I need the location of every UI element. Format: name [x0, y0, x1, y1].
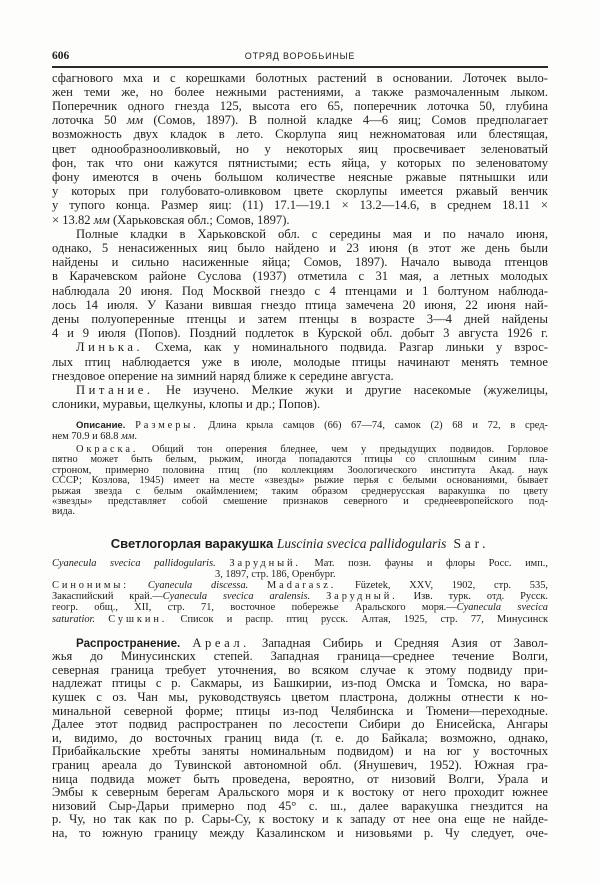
- spaced-text: Ареал.: [192, 635, 250, 650]
- description-line: [52, 431, 548, 443]
- body-text-line: [52, 142, 548, 157]
- text-segment: жья до Минусинских степей. Западная граница—среднее течение Волги,: [52, 649, 548, 664]
- body-text-line: [52, 127, 548, 142]
- text-segment: гнездовое оперение на зимний наряд ближе к середине августа.: [52, 368, 394, 383]
- text-segment: низовий Сыр-Дарьи примерно под 45° с. ш., далее варакушка гнездится на: [52, 798, 548, 813]
- text-segment: Поперечник одного гнезда 125, высота его 65, поперечник лоточка 50, глубина: [52, 98, 548, 113]
- italic-text: мм: [93, 212, 110, 227]
- body-text-line: [52, 298, 548, 313]
- text-segment: надлежат птицы с р. Сакмары, из Башкирии, из-под Омска и Томска, но вара-: [52, 676, 548, 691]
- text-segment: р. Чу, но так как по р. Сары-Су, к востоку и к западу от нее она еще не найде-: [52, 812, 548, 827]
- spaced-text: Сушкин.: [108, 613, 168, 625]
- body-text-line: [52, 170, 548, 185]
- text-segment: однако, 5 ненасиженных яиц было найдено и 23 июня (в этот же день были: [52, 240, 548, 255]
- body-text-line: [52, 99, 548, 114]
- text-segment: лось 14 июля. У Казани вившая гнездо птица замечена 20 июня, 22 июня най-: [52, 297, 548, 312]
- distribution-line: [52, 826, 548, 841]
- body-text-line: [52, 85, 548, 100]
- body-text-line: [52, 198, 548, 213]
- text-segment: у которых при голубовато-оливковом цвете скорлупы имеется ржавый венчик: [52, 184, 548, 199]
- body-text-line: [52, 113, 548, 128]
- body-text-line: [52, 241, 548, 256]
- text-segment: Общий тон оперения бледнее, чем у предыдущих подвидов. Горловое: [138, 444, 548, 455]
- italic-text: мм: [126, 113, 143, 128]
- italic-text: Cyanecula svecica: [456, 602, 548, 614]
- text-segment: [310, 591, 326, 602]
- spaced-text: Зарудный.: [229, 558, 301, 569]
- text-segment: Füzetek, XXV, 1902, стр. 535,: [336, 580, 548, 592]
- running-title: ОТРЯД ВОРОБЬИНЫЕ: [244, 51, 356, 61]
- text-segment: пятно может быть белым, рыжим, иногда попадаются птицы со сплошным синим пла-: [52, 454, 548, 466]
- text-segment: фону имеются в очень большом количестве неясные ржавые пятнышки или: [52, 169, 548, 184]
- text-segment: сфагнового мха и с корешками болотных растений в основании. Лоточек выло-: [52, 70, 548, 85]
- text-segment: Прибайкальские хребты заняты номинальным подвидом) и на юг у восточных: [52, 744, 548, 759]
- text-segment: [248, 580, 267, 591]
- text-segment: возможность двух кладок в лето. Скорлупа яиц нежноматовая или блестящая,: [52, 127, 548, 142]
- body-text-line: [52, 369, 548, 384]
- text-segment: северная граница требует уточнения, во всяком случае к этому подвиду при-: [52, 662, 548, 677]
- text-segment: нем 70.9 и 68.8: [52, 431, 122, 442]
- body-text-line: [52, 284, 548, 299]
- text-segment: [216, 558, 230, 569]
- page-number: 606: [52, 50, 70, 62]
- text-segment: Длина крыла самцов (66) 67—74, самок (2) 68 и 72, в сред-: [198, 420, 548, 431]
- spaced-text: Madarasz.: [267, 580, 337, 592]
- spaced-text: Питание.: [76, 382, 154, 397]
- italic-text: мм: [121, 431, 135, 442]
- text-segment: Мат. позн. фауны и флоры Росс. имп.,: [300, 558, 548, 569]
- text-segment: лых птиц наблюдается уже в июле, молодые птицы начинают менять темное: [52, 354, 548, 369]
- text-segment: фон, так что они кажутся пятнистыми; есть яйца, у которых по зеленоватому: [52, 155, 548, 170]
- text-segment: (Харьковская обл.; Сомов, 1897).: [109, 212, 290, 227]
- text-segment: лоточка 50: [52, 113, 127, 128]
- text-segment: ница подвида может быть проведена, вероятно, от низовий Волги, Урала и: [52, 771, 548, 786]
- text-segment: Не изучено. Мелкие жуки и другие насекомые (жужелицы,: [153, 382, 548, 397]
- text-segment: геогр. общ., XII, стр. 71, восточное побережье Аральского моря.—: [52, 602, 457, 614]
- text-segment: [129, 580, 148, 591]
- text-segment: Полные кладки в Харьковской обл. с середины мая и по начало июня,: [76, 226, 548, 241]
- body-text-line: [52, 397, 548, 412]
- text-segment: Эмбы к северным берегам Аральского моря и к востоку от него проходит южнее: [52, 785, 548, 800]
- text-segment: вида.: [52, 506, 75, 518]
- italic-text: Cyanecula svecica aralensis.: [162, 591, 311, 603]
- spaced-text: Зарудный.: [326, 591, 398, 603]
- bold-text: Светлогорлая варакушка: [110, 535, 277, 551]
- text-segment: жен теми же, но более нежными растениями, а также размочаленным лыком.: [52, 84, 548, 99]
- text-segment: границ ареала до Тувинской автономной обл. (Янушевич, 1952). Южная гра-: [52, 757, 548, 772]
- text-segment: наблюдала 20 июня. Под Москвой гнездо с 4 птенцами и 1 болтуном наблюда-: [52, 283, 548, 298]
- text-segment: Далее этот подвид распространен по лесостепи Сибири до Енисейска, Ангары: [52, 717, 548, 732]
- bold-text: Распространение.: [76, 637, 181, 650]
- text-segment: кушек с оз. Чан мы, руководствуясь цветом пластрона, должны отнести к но-: [52, 689, 548, 704]
- text-segment: 4 и 9 июля (Попов). Поздний подлеток в Курской обл. добыт 3 августа 1926 г.: [52, 326, 548, 341]
- text-segment: × 13.82: [52, 212, 94, 227]
- text-segment: слоники, муравьи, щелкуны, клопы и др.; Попов).: [52, 397, 321, 412]
- text-segment: СССР; Козлова, 1945) имеет на месте «звезды» рыжие перья с белыми основаниями, бывает: [52, 475, 548, 487]
- spaced-text: Линька.: [76, 340, 144, 355]
- bold-text: Описание.: [76, 420, 126, 431]
- text-segment: [95, 614, 108, 625]
- species-heading: [52, 535, 548, 552]
- spaced-text: Окраска.: [76, 444, 139, 455]
- text-segment: минальной северной форме; птицы из-под Челябинска и Тюмени—переходные.: [52, 703, 548, 718]
- body-text-line: [52, 312, 548, 327]
- text-segment: на, то южную границу между Казалинском и низовьями р. Чу следует, оче-: [52, 825, 548, 840]
- body-text-line: [52, 184, 548, 199]
- body-text-line: [52, 156, 548, 171]
- spaced-text: Синонимы:: [52, 580, 130, 592]
- text-segment: .: [134, 431, 137, 442]
- coloration-line: [52, 506, 548, 518]
- italic-text: Luscinia svecica pallidogularis: [276, 535, 447, 551]
- body-text-line: [52, 269, 548, 284]
- italic-text: Cyanecula svecica pallidogularis.: [52, 558, 216, 569]
- header-rule: [52, 66, 548, 68]
- body-text-line: [76, 227, 548, 242]
- text-segment: Западная Сибирь и Средняя Азия от Завол-: [249, 635, 548, 650]
- spaced-text: Размеры.: [135, 420, 199, 431]
- italic-text: Cyanecula discessa.: [147, 580, 249, 592]
- text-segment: рыжая звезда с белым окаймлением; таким образом среднерусская варакушка по цвету: [52, 485, 548, 497]
- text-segment: 3, 1897, стр. 186, Оренбург.: [215, 569, 336, 581]
- spaced-text: Sar.: [446, 535, 490, 551]
- text-segment: Изв. турк. отд. Русск.: [397, 591, 548, 603]
- text-segment: Закаспийский край.—: [52, 591, 163, 603]
- body-text-line: [76, 340, 548, 355]
- text-segment: у тупого конца. Размер яиц: (11) 17.1—19.1 × 13.2—14.6, в среднем 18.11 ×: [52, 198, 548, 213]
- body-text-line: [52, 71, 548, 86]
- body-text-line: [52, 213, 548, 228]
- body-text-line: [52, 326, 548, 341]
- text-segment: (Сомов, 1897). В полной кладке 4—6 яиц; Сомов предполагает: [142, 113, 548, 128]
- text-segment: Схема, как у номинального подвида. Разгар линьки у взрос-: [143, 340, 548, 355]
- italic-text: saturatior.: [52, 613, 96, 625]
- text-segment: найдены и сильно насиженные яйца; Сомов, 1897). Начало вывода птенцов: [52, 255, 548, 270]
- text-segment: [125, 420, 135, 431]
- text-segment: «звезды» представляет собой смешение признаков северного и среднеевропейского под-: [52, 496, 548, 507]
- body-text-line: [52, 255, 548, 270]
- text-segment: цвет однообразнооливковый, но у некоторых яиц просвечивает зеленоватый: [52, 141, 548, 156]
- text-segment: в Карачевском районе Суслова (1937) отметила с 31 мая, а летных молодых: [52, 269, 548, 284]
- body-text-line: [76, 383, 548, 398]
- text-segment: строном, примерно половина птиц (по коллекциям Зоологического института Акад. наук: [52, 464, 548, 476]
- text-segment: дены полуоперенные птенцы и затем птенцы в возрасте 3—4 дней найдены: [52, 311, 548, 326]
- synonymy-line: [52, 614, 548, 626]
- text-segment: [180, 636, 192, 650]
- text-segment: и, видимо, до восточных границ вида (т. е. до Байкала; возможно, однако,: [52, 730, 548, 745]
- body-text-line: [52, 355, 548, 370]
- text-segment: Список и распр. птиц русск. Алтая, 1925, стр. 77, Минусинск: [167, 613, 548, 625]
